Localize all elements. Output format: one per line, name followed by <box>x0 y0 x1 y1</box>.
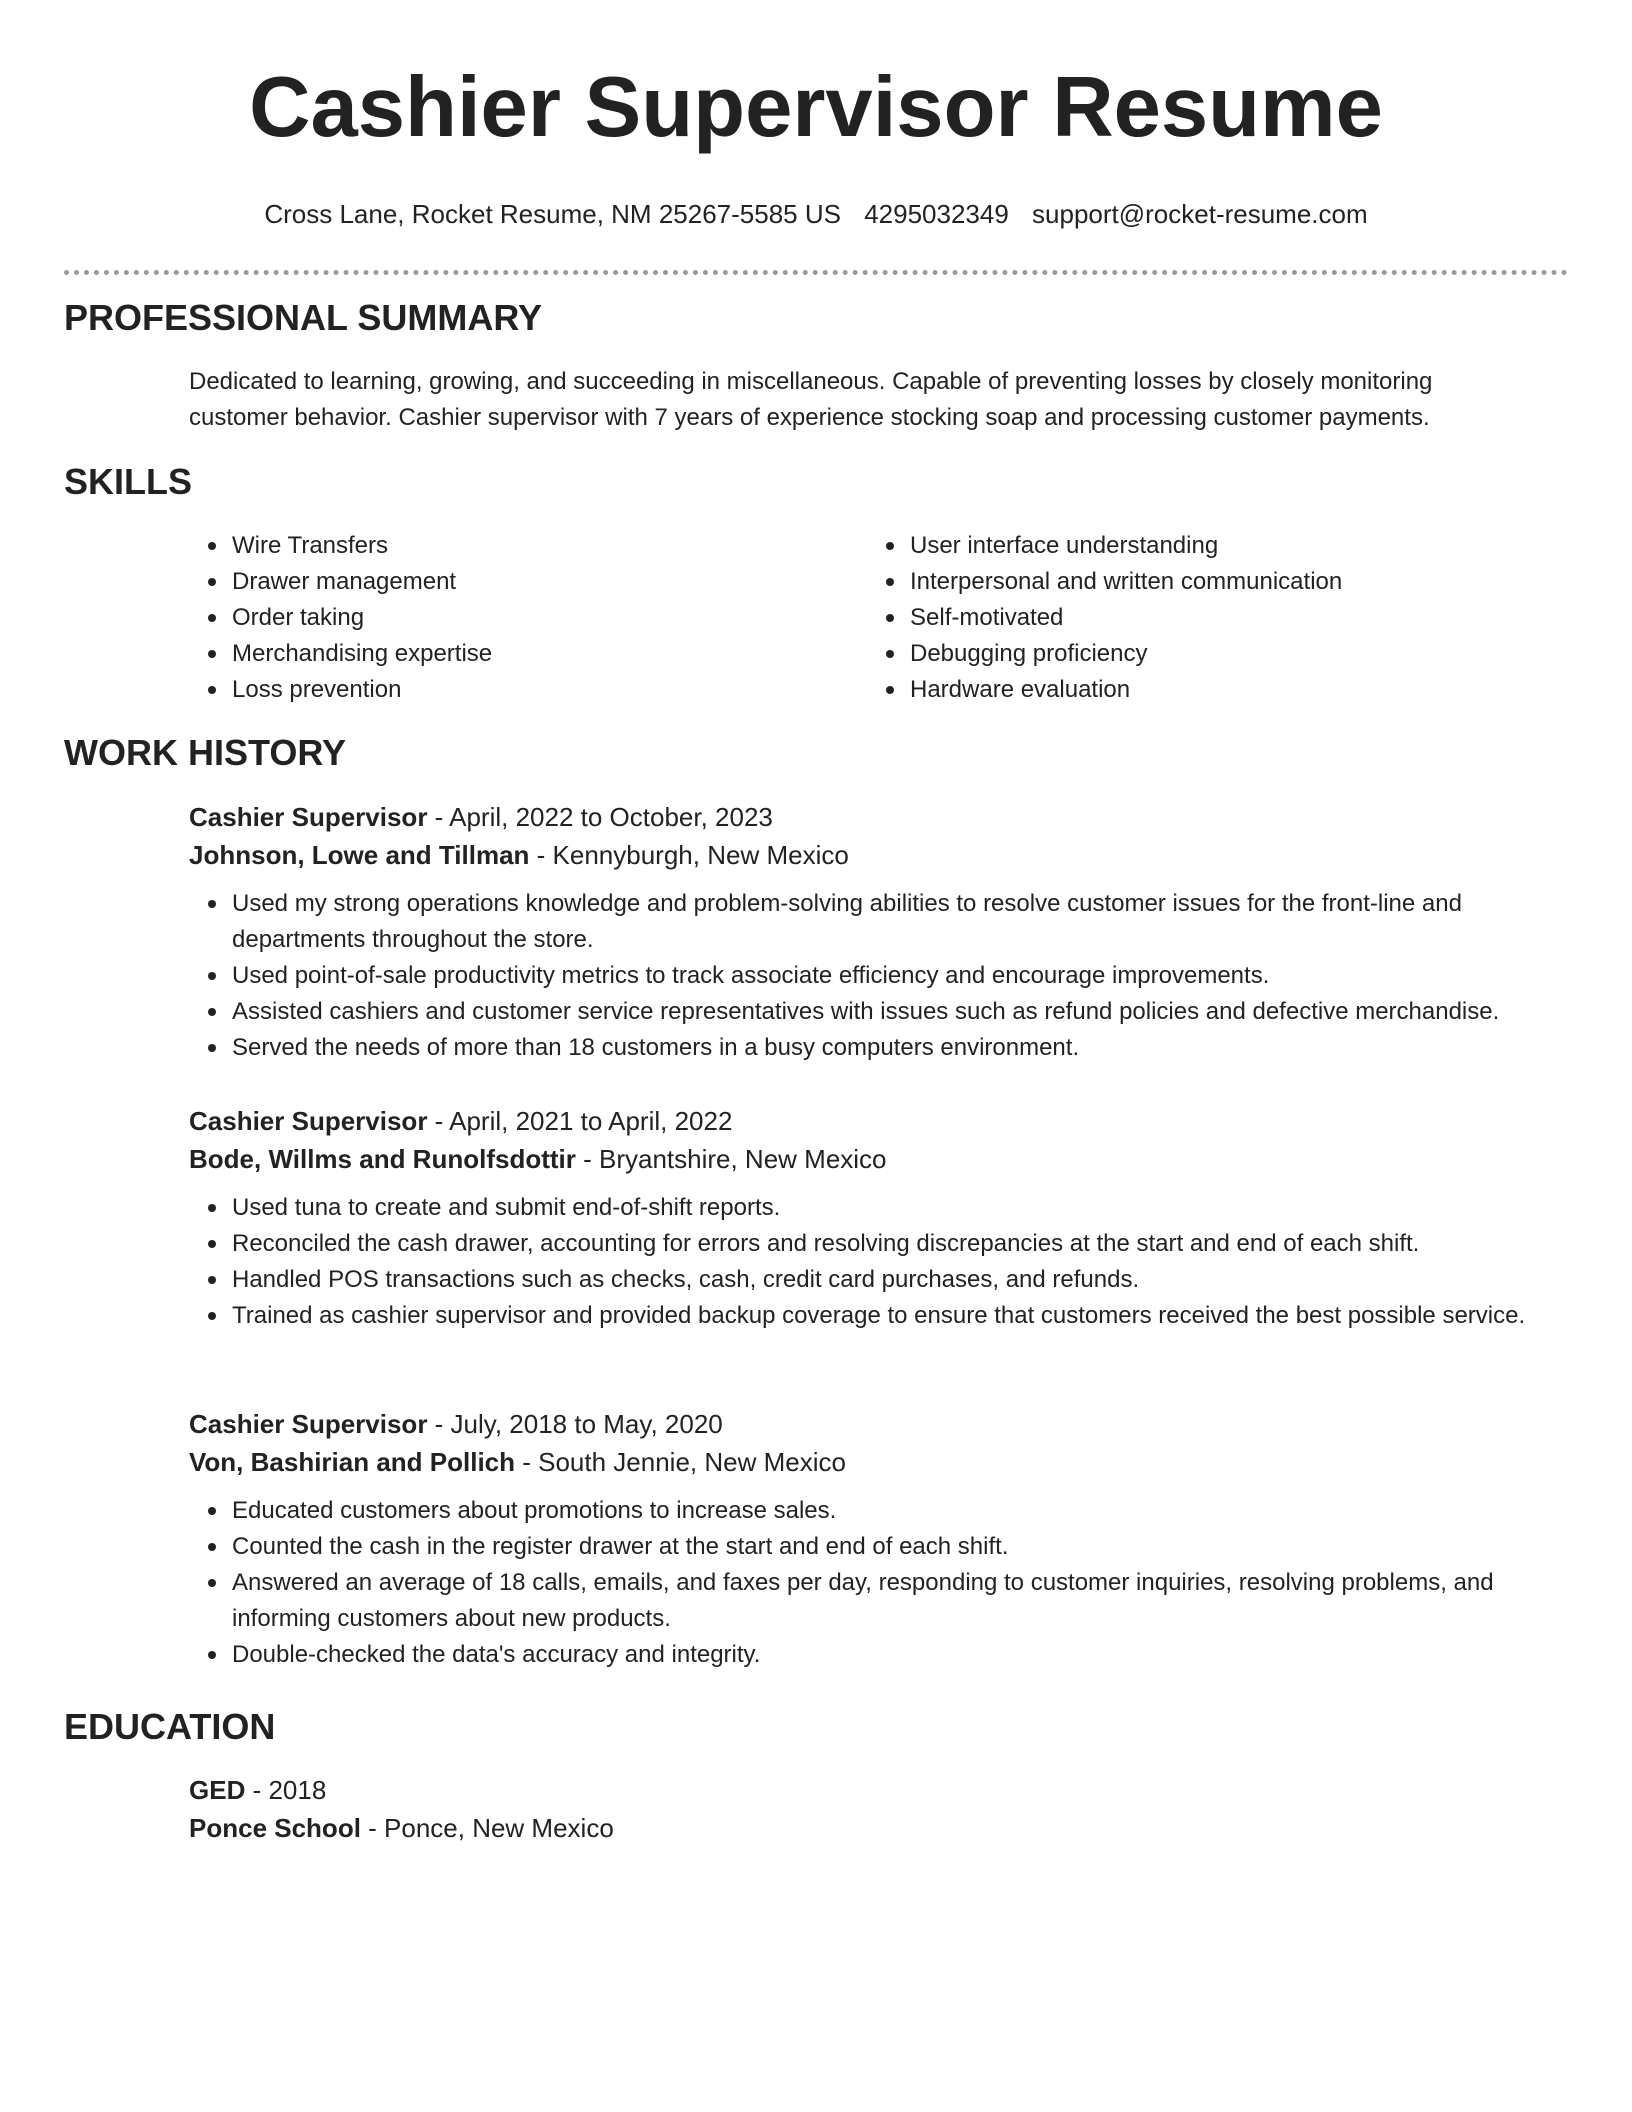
job-dates: - April, 2021 to April, 2022 <box>427 1106 733 1136</box>
job-bullet: Trained as cashier supervisor and provided backup coverage to ensure that customers received the best possible service. <box>232 1298 1538 1334</box>
skill-item: Wire Transfers <box>232 528 742 564</box>
contact-line <box>64 198 1568 230</box>
contact-address: Cross Lane, Rocket Resume, NM 25267-5585 US <box>264 199 841 229</box>
skill-item: User interface understanding <box>910 528 1420 564</box>
job-bullet: Served the needs of more than 18 customers in a busy computers environment. <box>232 1030 1538 1066</box>
job-company-line <box>189 1443 1568 1481</box>
education-degree: GED <box>189 1775 246 1805</box>
summary-heading: PROFESSIONAL SUMMARY <box>64 297 543 338</box>
header-divider <box>64 270 1568 275</box>
job-location: - South Jennie, New Mexico <box>515 1447 846 1477</box>
job-bullet: Educated customers about promotions to increase sales. <box>232 1493 1538 1529</box>
job-bullet: Assisted cashiers and customer service representatives with issues such as refund policies and defective merchandise. <box>232 994 1538 1030</box>
skill-item: Drawer management <box>232 564 742 600</box>
contact-phone: 4295032349 <box>864 199 1009 229</box>
job-company-line <box>189 1140 1568 1178</box>
skill-item: Debugging proficiency <box>910 636 1420 672</box>
job-title-line <box>189 1102 1568 1140</box>
job-title: Cashier Supervisor <box>189 802 428 832</box>
job-bullet: Used tuna to create and submit end-of-shift reports. <box>232 1190 1538 1226</box>
skill-item: Hardware evaluation <box>910 672 1420 708</box>
work-heading-wrap <box>64 731 1568 775</box>
job-bullets <box>64 1190 1568 1334</box>
job-entry <box>64 1405 1568 1673</box>
work-heading: WORK HISTORY <box>64 732 347 773</box>
job-company: Bode, Willms and Runolfsdottir <box>189 1144 576 1174</box>
job-entry <box>64 1102 1568 1334</box>
job-title: Cashier Supervisor <box>189 1106 428 1136</box>
job-company: Von, Bashirian and Pollich <box>189 1447 516 1477</box>
job-bullet: Double-checked the data's accuracy and integrity. <box>232 1637 1538 1673</box>
job-title-line <box>189 1405 1568 1443</box>
contact-email: support@rocket-resume.com <box>1032 199 1368 229</box>
job-company: Johnson, Lowe and Tillman <box>189 840 530 870</box>
job-bullets <box>64 1493 1568 1673</box>
job-entry <box>64 798 1568 1066</box>
job-bullet: Used my strong operations knowledge and problem-solving abilities to resolve customer issues for the front-line and departments throughout the store. <box>232 886 1538 958</box>
resume-title: Cashier Supervisor Resume <box>249 60 1383 155</box>
education-heading: EDUCATION <box>64 1706 276 1747</box>
skills-section <box>64 460 1568 708</box>
job-location: - Bryantshire, New Mexico <box>575 1144 887 1174</box>
education-location: - Ponce, New Mexico <box>360 1813 614 1843</box>
skills-list-left <box>64 528 742 708</box>
skill-item: Merchandising expertise <box>232 636 742 672</box>
skill-item: Self-motivated <box>910 600 1420 636</box>
education-school: Ponce School <box>189 1813 361 1843</box>
job-location: - Kennyburgh, New Mexico <box>529 840 849 870</box>
education-degree-line <box>189 1771 1568 1809</box>
skill-item: Order taking <box>232 600 742 636</box>
skills-heading: SKILLS <box>64 461 193 502</box>
job-title-line <box>189 798 1568 836</box>
job-bullets <box>64 886 1568 1066</box>
skills-list-right <box>910 528 1420 708</box>
education-school-line <box>189 1809 1568 1847</box>
job-bullet: Handled POS transactions such as checks, cash, credit card purchases, and refunds. <box>232 1262 1538 1298</box>
skills-columns <box>64 528 1568 708</box>
skill-item: Loss prevention <box>232 672 742 708</box>
education-section <box>64 1705 1568 1847</box>
skill-item: Interpersonal and written communication <box>910 564 1420 600</box>
summary-text: Dedicated to learning, growing, and succeeding in miscellaneous. Capable of preventing losses by closely monitoring customer behavior. Cashier supervisor with 7 years of experience stocking soap and processing customer payments. <box>189 368 1433 431</box>
job-bullet: Used point-of-sale productivity metrics to track associate efficiency and encourage improvements. <box>232 958 1538 994</box>
job-title: Cashier Supervisor <box>189 1409 428 1439</box>
job-company-line <box>189 836 1568 874</box>
summary-section <box>64 296 1568 436</box>
job-dates: - July, 2018 to May, 2020 <box>427 1409 723 1439</box>
job-bullet: Counted the cash in the register drawer at the start and end of each shift. <box>232 1529 1538 1565</box>
job-bullet: Answered an average of 18 calls, emails, and faxes per day, responding to customer inquiries, resolving problems, and informing customers about new products. <box>232 1565 1538 1637</box>
job-bullet: Reconciled the cash drawer, accounting for errors and resolving discrepancies at the start and end of each shift. <box>232 1226 1538 1262</box>
job-dates: - April, 2022 to October, 2023 <box>427 802 773 832</box>
education-year: - 2018 <box>245 1775 327 1805</box>
